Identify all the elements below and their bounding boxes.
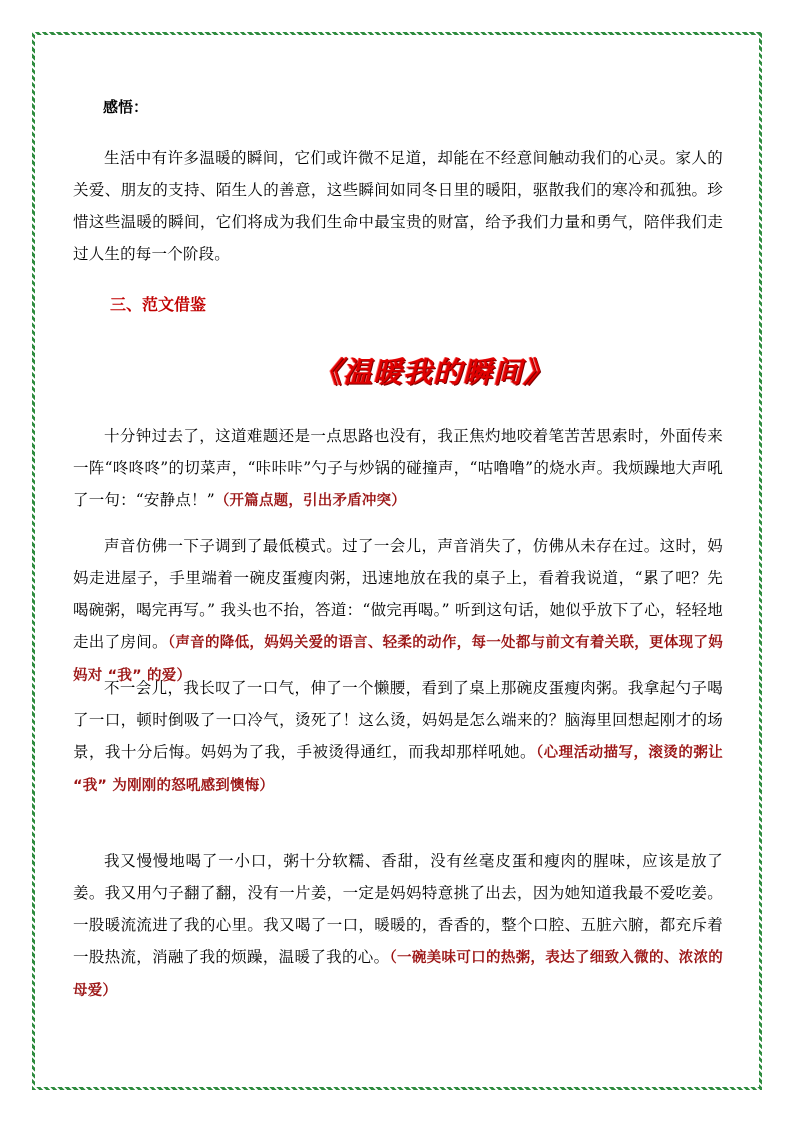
paragraph-text: 十分钟过去了，这道难题还是一点思路也没有，我正焦灼地咬着笔苦苦思索时，外面传来一阵“咚咚咚”的切菜声，“咔咔咔”勺子与炒锅的碰撞声，“咕噜噜”的烧水声。我烦躁地大声吼了一句：“安静点！” [73,427,723,509]
essay-title: 《温暖我的瞬间》 [313,355,554,389]
paragraph-text: 不一会儿，我长叹了一口气，伸了一个懒腰，看到了桌上那碗皮蛋瘦肉粥。我拿起勺子喝了一口，顿时倒吸了一口冷气，烫死了！这么烫，妈妈是怎么端来的？脑海里回想起刚才的场景，我十分后悔。妈妈为了我，手被烫得通红，而我却那样吼她。 [73,679,723,761]
reflection-label: 感悟： [103,98,149,116]
paragraph-annotation: （声音的降低，妈妈关爱的语言、轻柔的动作，每一处都与前文有着关联，更体现了妈妈对 “我” 的爱） [73,635,723,684]
section-heading: 三、范文借鉴 [110,295,207,314]
paragraph-annotation: （一碗美味可口的热粥，表达了细致入微的、浓浓的母爱） [73,950,723,999]
paragraph-text: 我又慢慢地喝了一小口，粥十分软糯、香甜，没有丝毫皮蛋和瘦肉的腥味，应该是放了姜。我又用勺子翻了翻，没有一片姜，一定是妈妈特意挑了出去，因为她知道我最不爱吃姜。一股暖流流进了我的心里。我又喝了一口，暖暖的，香香的，整个口腔、五脏六腑，都充斥着一股热流，消融了我的烦躁，温暖了我的心。 [73,852,723,966]
paragraph-annotation: （心理活动描写，滚烫的粥让 “我” 为刚刚的怒吼感到懊悔） [73,745,723,794]
essay-paragraph-4 [73,845,723,1007]
reflection-text: 生活中有许多温暖的瞬间，它们或许微不足道，却能在不经意间触动我们的心灵。家人的关爱、朋友的支持、陌生人的善意，这些瞬间如同冬日里的暖阳，驱散我们的寒冷和孤独。珍惜这些温暖的瞬间，它们将成为我们生命中最宝贵的财富，给予我们力量和勇气，陪伴我们走过人生的每一个阶段。 [73,149,723,263]
paragraph-text: 声音仿佛一下子调到了最低模式。过了一会儿，声音消失了，仿佛从未存在过。这时，妈妈走进屋子，手里端着一碗皮蛋瘦肉粥，迅速地放在我的桌子上，看着我说道，“累了吧？先喝碗粥，喝完再写。” 我头也不抬，答道：“做完再喝。” 听到这句话，她似乎放下了心，轻轻地走出了房间。 [73,537,723,651]
essay-paragraph-3 [73,672,723,802]
paragraph-annotation: （开篇点题，引出矛盾冲突） [214,493,406,509]
essay-paragraph-1 [73,420,723,517]
reflection-paragraph [73,142,723,270]
essay-paragraph-2 [73,530,723,692]
